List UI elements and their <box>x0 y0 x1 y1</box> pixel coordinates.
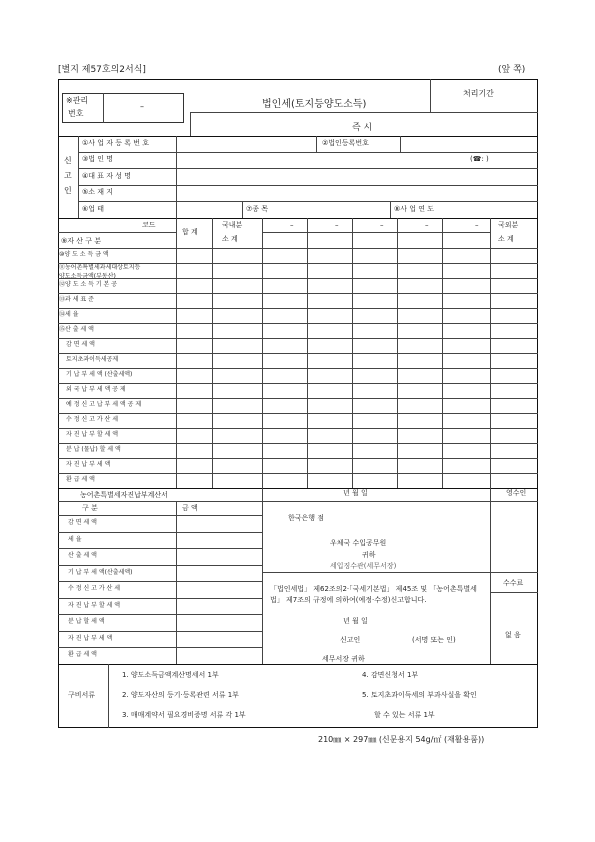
dash-2: – <box>335 221 339 229</box>
post-office-line: 우체국 수입공무원 <box>330 539 387 547</box>
domestic-label-2: 소 계 <box>222 235 238 243</box>
foreign-label-2: 소 계 <box>498 235 514 243</box>
attachments-label: 구비서류 <box>68 691 96 699</box>
tax-row-label: 감 면 세 액 <box>66 341 95 348</box>
location-label: ⑤소 재 지 <box>82 188 114 196</box>
fee-value: 없 음 <box>505 631 521 639</box>
corp-reg-no-label: ②법인등록번호 <box>322 139 369 147</box>
rural-row-label: 자 진 납 부 할 세 액 <box>68 601 121 609</box>
tax-row-label: ⑩양 도 소 득 금 액 <box>59 251 109 258</box>
receipt-date: 년 월 일 <box>343 489 368 497</box>
biz-reg-no-label: ①사 업 자 등 록 번 호 <box>82 139 149 147</box>
tax-row-label: 외 국 납 부 세 액 공 제 <box>66 386 126 393</box>
rep-name-label: ④대 표 자 성 명 <box>82 172 131 180</box>
applicant-side-3: 인 <box>64 186 72 195</box>
tax-row-label: ⑫양 도 소 득 기 본 공 <box>59 281 118 288</box>
tax-row-label: 자 진 납 부 세 액 <box>66 461 111 468</box>
rural-row-label: 환 급 세 액 <box>68 651 97 658</box>
declaration-date: 년 월 일 <box>343 617 368 625</box>
attachment-3: 3. 매매계약서 필요경비증명 서류 각 1부 <box>122 711 246 719</box>
applicant-side-2: 고 <box>64 171 72 180</box>
tax-row-label: 분 납 (물납) 할 세 액 <box>66 446 121 453</box>
category-label: ⑨자 산 구 분 <box>61 237 101 245</box>
fiscal-year-label: ⑧사 업 연 도 <box>394 205 434 213</box>
rural-col-category: 구 분 <box>82 504 98 512</box>
applicant-side-1: 신 <box>64 156 72 165</box>
attachment-5: 5. 토지초과이득세의 부과사실을 확인 <box>362 691 477 699</box>
tax-row-label: 수 정 신 고 가 산 세 <box>66 416 119 423</box>
rural-row-label: 산 출 세 액 <box>68 552 97 559</box>
tax-chief-label: 세무서장 귀하 <box>322 655 365 663</box>
attachment-2: 2. 양도자산의 등기·등록관련 서류 1부 <box>122 691 239 699</box>
paper-spec: 210㎜ × 297㎜ (신문용지 54g/㎡ (재활용품)) <box>318 735 485 744</box>
foreign-label-1: 국외분 <box>498 221 519 229</box>
item-label: ⑦종 목 <box>246 205 269 213</box>
mgmt-label-1: ※관리 <box>66 96 89 105</box>
tax-row-label: 기 납 부 세 액 (산출세액) <box>66 371 133 378</box>
rural-row-label: 기 납 부 세 액(산출세액) <box>68 568 133 576</box>
bank-line: 한국은행 점 <box>288 514 325 522</box>
attachment-5-cont: 할 수 있는 서류 1부 <box>374 711 435 719</box>
business-label: ⑥업 태 <box>82 205 105 213</box>
page-side: (앞 쪽) <box>498 65 526 75</box>
attachment-4: 4. 감면신청서 1부 <box>362 671 419 679</box>
mgmt-value[interactable]: – <box>140 102 144 111</box>
declarant-label: 신고인 <box>340 636 361 644</box>
declaration-text: 「법인세법」 제62조의2·「국세기본법」 제45조 및 「농어촌특별세법」 제7조의 규정에 의하여(예정·수정)신고합니다. <box>270 585 477 604</box>
dash-3: – <box>380 221 384 229</box>
phone-field[interactable]: (☎: ) <box>470 155 489 163</box>
receipt-label: 영수인 <box>506 489 527 497</box>
form-title: 법인세(토지등양도소득) <box>262 99 367 110</box>
code-label: 코드 <box>142 221 156 229</box>
rural-row-label: 세 율 <box>68 535 82 543</box>
corp-name-label: ③법 인 명 <box>82 155 114 163</box>
rural-tax-title: 농어촌특별세자진납부계산서 <box>80 491 168 499</box>
processing-period-label: 처리기간 <box>463 89 494 98</box>
tax-row-label: ⑪농어촌특별세과세대상토지등 <box>59 264 141 271</box>
dash-4: – <box>425 221 429 229</box>
mgmt-label-2: 번호 <box>68 109 84 118</box>
tax-row-label: ⑬과 세 표 준 <box>59 296 94 303</box>
tax-row-label-cont: 양도소득금액(부동산) <box>59 273 116 280</box>
rural-row-label: 감 면 세 액 <box>68 519 97 526</box>
attachment-1: 1. 양도소득금액계산명세서 1부 <box>122 671 219 679</box>
tax-row-label: 자 진 납 부 할 세 액 <box>66 431 119 438</box>
rural-row-label: 분 납 할 세 액 <box>68 618 105 625</box>
signature-label[interactable]: (서명 또는 인) <box>412 636 456 644</box>
dash-5: – <box>475 221 479 229</box>
form-number: [별지 제57호의2서식] <box>58 65 146 75</box>
dash-1: – <box>290 221 294 229</box>
receipt-to: 귀하 <box>362 551 376 559</box>
rural-row-label: 수 정 신 고 가 산 세 <box>68 585 121 592</box>
tax-row-label: ⑮산 출 세 액 <box>59 326 94 333</box>
tax-row-label: 예 정 신 고 납 부 세 액 공 제 <box>66 401 142 408</box>
rural-col-amount: 금 액 <box>182 504 198 512</box>
tax-row-label: ⑭세 율 <box>59 311 79 318</box>
rural-row-label: 자 진 납 부 세 액 <box>68 634 113 642</box>
tax-collector-line: 세입징수관(세무서장) <box>330 562 397 570</box>
tax-row-label: 토지초과이득세공제 <box>66 356 119 363</box>
total-label: 합 계 <box>182 228 198 236</box>
domestic-label-1: 국내분 <box>222 221 243 229</box>
tax-row-label: 환 급 세 액 <box>66 476 95 483</box>
form-subtitle: 즉 시 <box>352 123 373 133</box>
fee-label: 수수료 <box>503 579 524 587</box>
